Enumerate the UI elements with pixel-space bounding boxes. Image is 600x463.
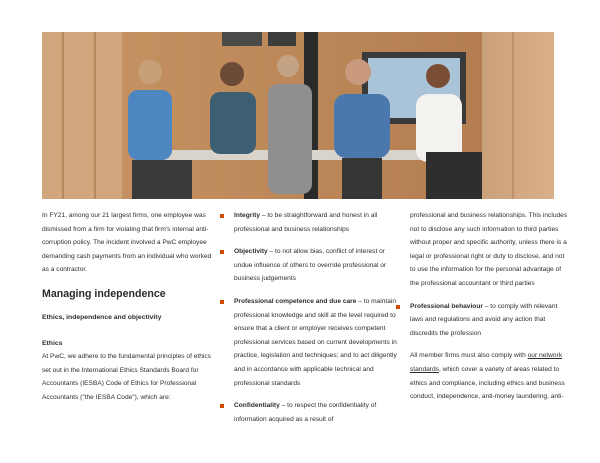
- column-middle: [234, 209, 402, 435]
- network-post: , which cover a variety of areas related to ethics and compliance, including ethics and business conduct, independence, anti-money laundering, anti-: [410, 365, 565, 401]
- list-item-objectivity: [234, 245, 402, 286]
- subsection-heading: Ethics, independence and objectivity: [42, 313, 162, 321]
- bullet-square-icon: [220, 404, 224, 408]
- list-item-confidentiality: [234, 399, 402, 426]
- bullet-square-icon: [396, 305, 400, 309]
- section-heading: Managing independence: [42, 287, 166, 300]
- desc-confidentiality: – to respect the confidentiality of information acquired as a result of: [234, 402, 377, 423]
- network-paragraph: [410, 349, 570, 403]
- list-item-behaviour: [410, 300, 570, 341]
- term-confidentiality: Confidentiality: [234, 402, 280, 410]
- confidentiality-continuation: professional and business relationships. This includes not to disclose any such information to third parties without proper and specific authority, unless there is a legal or professional right or duty to disclose, and not to use the information for the personal advantage of the professional accountant or third parties: [410, 212, 568, 287]
- meeting-photo: [42, 32, 554, 199]
- term-integrity: Integrity: [234, 212, 261, 219]
- term-objectivity: Objectivity: [234, 248, 268, 256]
- office-meeting-photo-icon: [42, 32, 554, 199]
- ethics-heading: Ethics: [42, 339, 63, 347]
- term-behaviour: Professional behaviour: [410, 302, 483, 310]
- intro-paragraph: In FY21, among our 21 largest firms, one employee was dismissed from a firm for violating that firm's internal anti-corruption policy. The incident involved a PwC employee demanding cash payments from an individual who worked as a contractor.: [42, 212, 212, 274]
- term-competence: Professional competence and due care: [234, 297, 357, 305]
- network-pre: All member firms must also comply with: [410, 352, 528, 360]
- column-right: [410, 209, 570, 404]
- desc-competence: – to maintain professional knowledge and skill at the level required to ensure that a client or employer receives competent professional services based on current developments in practice, legislation and techniques; and to act diligently and in accordance with applicable technical and professional standards: [234, 297, 397, 387]
- list-item-competence: [234, 295, 402, 390]
- desc-integrity: – to be straightforward and honest in all professional and business relationships: [234, 212, 378, 233]
- desc-objectivity: – to not allow bias, conflict of interest or undue influence of others to override professional or business judgements: [234, 248, 387, 283]
- bullet-square-icon: [220, 300, 224, 304]
- list-item-integrity: [234, 209, 402, 236]
- network-standards-link[interactable]: our network standards: [410, 352, 563, 373]
- ethics-paragraph: At PwC, we adhere to the fundamental principles of ethics set out in the International Ethics Standards Board for Accountants (IESBA) Code of Ethics for Professional Accountants ("the IESBA Code"), which are:: [42, 353, 211, 401]
- column-left: [42, 209, 212, 405]
- bullet-square-icon: [220, 214, 224, 218]
- bullet-square-icon: [220, 250, 224, 254]
- desc-behaviour: – to comply with relevant laws and regulations and avoid any action that discredits the profession: [410, 302, 558, 337]
